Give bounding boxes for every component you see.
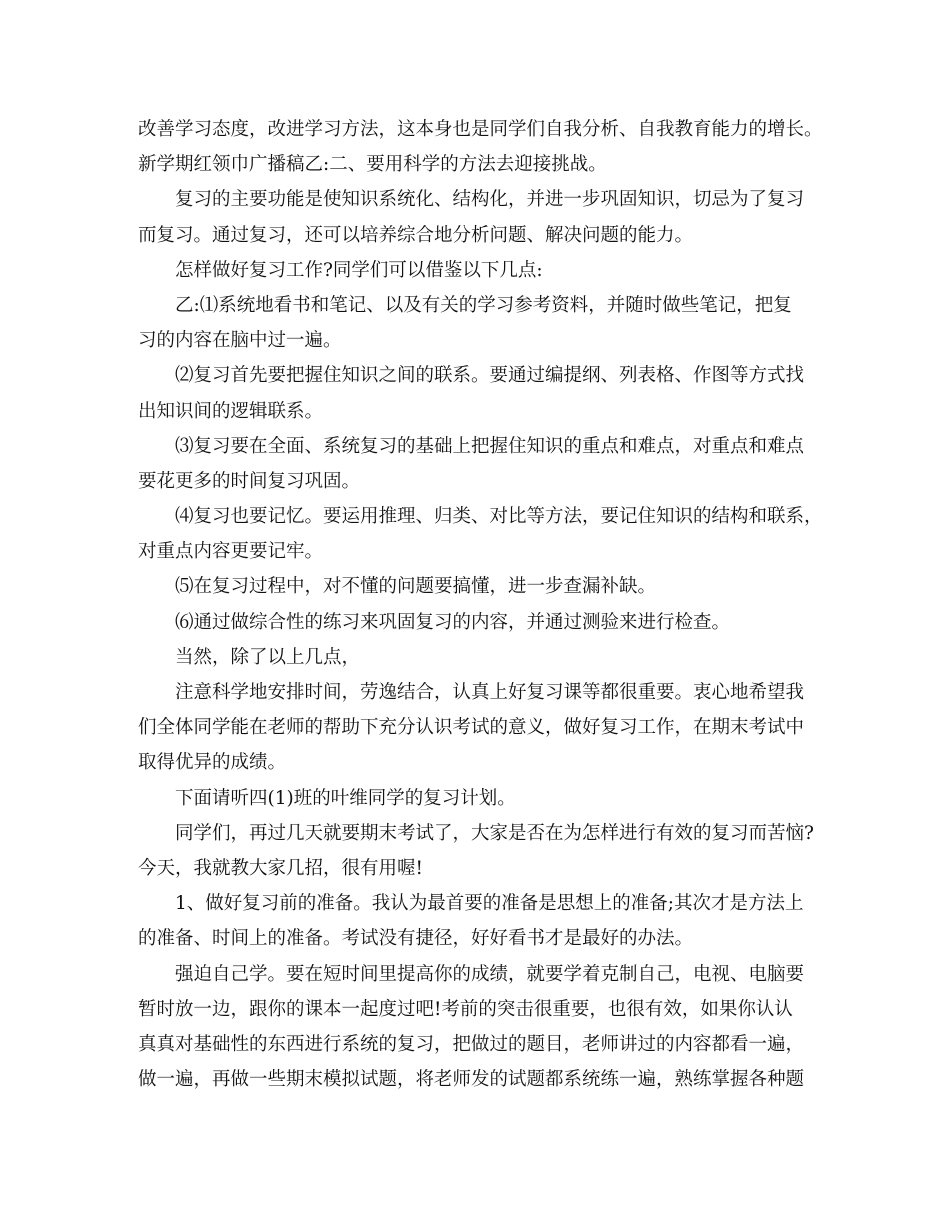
- text-line: 们全体同学能在老师的帮助下充分认识考试的意义，做好复习工作，在期末考试中: [138, 717, 805, 739]
- text-line: 下面请听四(1)班的叶维同学的复习计划。: [175, 787, 516, 809]
- text-line: 怎样做好复习工作?同学们可以借鉴以下几点:: [175, 259, 543, 281]
- text-line: 对重点内容更要记牢。: [138, 541, 324, 563]
- text-line: 1、做好复习前的准备。我认为最首要的准备是思想上的准备;其次才是方法上: [175, 893, 804, 915]
- text-line: 当然，除了以上几点，: [175, 646, 361, 668]
- text-line: 今天，我就教大家几招，很有用喔!: [138, 857, 423, 879]
- text-line: 强迫自己学。要在短时间里提高你的成绩，就要学着克制自己，电视、电脑要: [175, 963, 805, 985]
- text-line: 暂时放一边，跟你的课本一起度过吧!考前的突击很重要，也很有效，如果你认认: [138, 998, 793, 1020]
- text-line: ⑵复习首先要把握住知识之间的联系。要通过编提纲、列表格、作图等方式找: [175, 365, 805, 387]
- text-line: 取得优异的成绩。: [138, 752, 287, 774]
- text-line: 而复习。通过复习，还可以培养综合地分析问题、解决问题的能力。: [138, 224, 694, 246]
- text-line: 新学期红领巾广播稿乙:二、要用科学的方法去迎接挑战。: [138, 154, 607, 176]
- text-line: 乙:⑴系统地看书和笔记、以及有关的学习参考资料，并随时做些笔记，把复: [175, 294, 792, 316]
- text-line: 的准备、时间上的准备。考试没有捷径，好好看书才是最好的办法。: [138, 928, 694, 950]
- document-body: [138, 112, 828, 1097]
- text-line: 出知识间的逻辑联系。: [138, 400, 324, 422]
- text-line: ⑷复习也要记忆。要运用推理、归类、对比等方法，要记住知识的结构和联系，: [175, 506, 823, 528]
- text-line: ⑸在复习过程中，对不懂的问题要搞懂，进一步查漏补缺。: [175, 576, 657, 598]
- text-line: 改善学习态度，改进学习方法，这本身也是同学们自我分析、自我教育能力的增长。: [138, 119, 823, 140]
- text-line: 注意科学地安排时间，劳逸结合，认真上好复习课等都很重要。衷心地希望我: [175, 682, 805, 703]
- text-line: 习的内容在脑中过一遍。: [138, 330, 342, 352]
- text-line: 同学们，再过几天就要期末考试了，大家是否在为怎样进行有效的复习而苦恼?: [175, 822, 814, 844]
- text-line: 要花更多的时间复习巩固。: [138, 470, 361, 492]
- text-line: 真真对基础性的东西进行系统的复习，把做过的题目，老师讲过的内容都看一遍，: [138, 1033, 805, 1055]
- text-line: 做一遍，再做一些期末模拟试题，将老师发的试题都系统练一遍，熟练掌握各种题: [138, 1069, 805, 1091]
- text-line: 复习的主要功能是使知识系统化、结构化，并进一步巩固知识，切忌为了复习: [175, 189, 805, 211]
- text-line: ⑹通过做综合性的练习来巩固复习的内容，并通过测验来进行检查。: [175, 611, 731, 633]
- text-line: ⑶复习要在全面、系统复习的基础上把握住知识的重点和难点，对重点和难点: [175, 435, 805, 457]
